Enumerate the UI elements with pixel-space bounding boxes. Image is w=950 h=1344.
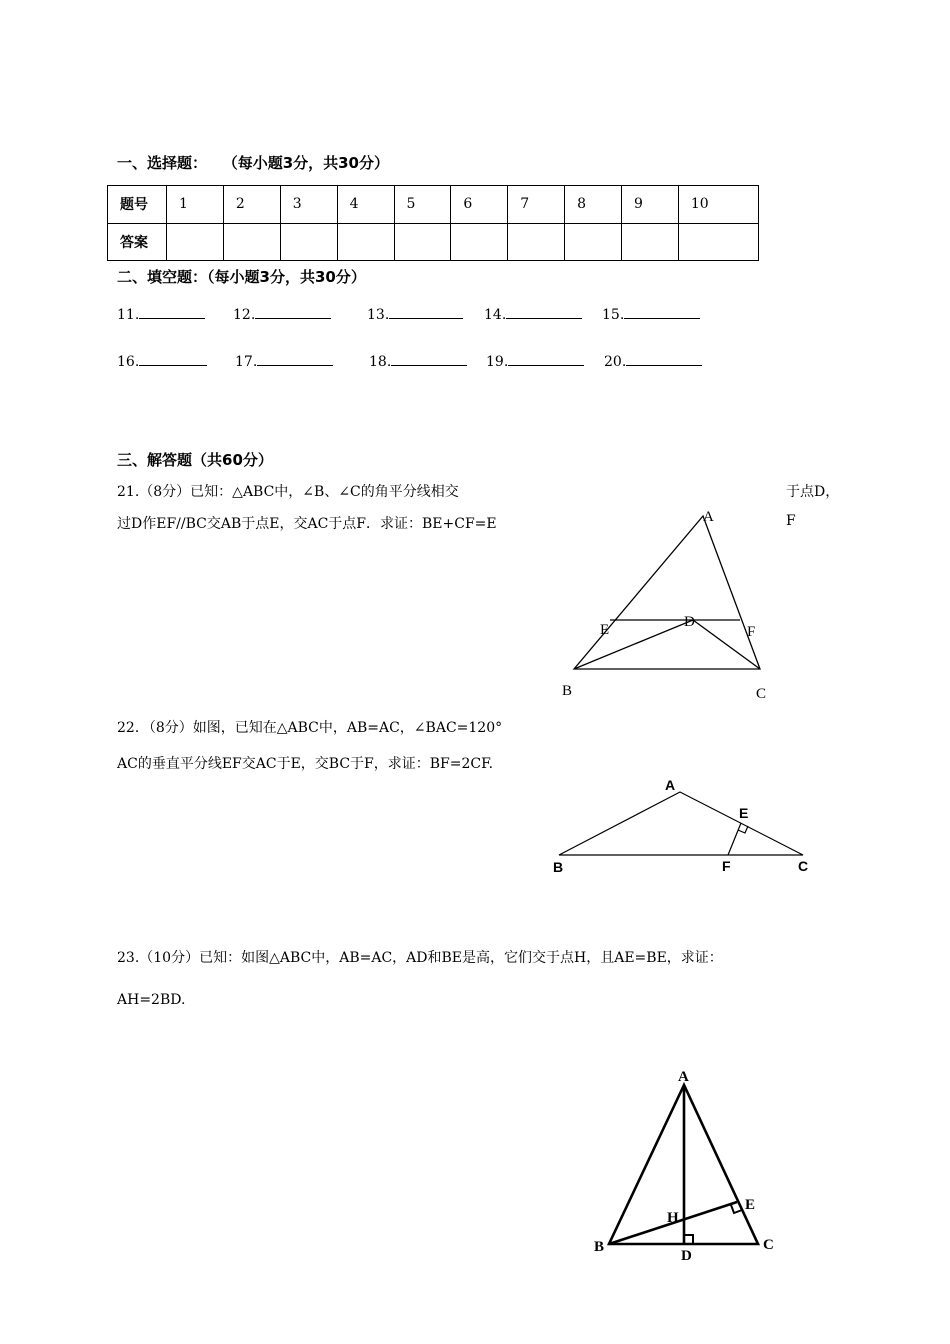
answer-table bbox=[107, 185, 759, 261]
row-header: 题号 bbox=[108, 186, 167, 224]
question-number: 1 bbox=[167, 186, 224, 224]
question-number: 7 bbox=[508, 186, 565, 224]
section3-title: 三、解答题（共60分） bbox=[117, 451, 273, 469]
table-row bbox=[108, 186, 759, 224]
answer-cell[interactable] bbox=[678, 223, 758, 261]
fill-blank-11[interactable]: 11. bbox=[117, 304, 205, 323]
question-number: 9 bbox=[622, 186, 679, 224]
q21-text-line2-end: F bbox=[786, 513, 796, 529]
fill-blank-14[interactable]: 14. bbox=[484, 304, 582, 323]
label-d: D bbox=[684, 614, 695, 630]
label-e: E bbox=[745, 1197, 756, 1213]
answer-cell[interactable] bbox=[394, 223, 451, 261]
section1-title: 一、选择题： （每小题3分，共30分） bbox=[117, 154, 389, 172]
fill-blank-17[interactable]: 17. bbox=[235, 351, 333, 370]
fill-blank-20[interactable]: 20. bbox=[604, 351, 702, 370]
q23-text-line1: 23.（10分）已知：如图△ABC中，AB=AC，AD和BE是高，它们交于点H，且AE=BE，求证： bbox=[117, 950, 723, 966]
label-e: E bbox=[600, 622, 610, 638]
label-a: A bbox=[678, 1069, 689, 1085]
q23-text-line2: AH=2BD. bbox=[117, 992, 186, 1008]
label-c: C bbox=[763, 1237, 774, 1253]
label-a: A bbox=[665, 777, 676, 793]
answer-cell[interactable] bbox=[508, 223, 565, 261]
answer-header: 答案 bbox=[108, 223, 167, 261]
section1-scoring: （每小题3分，共30分） bbox=[222, 154, 389, 172]
answer-cell[interactable] bbox=[451, 223, 508, 261]
q22-text-line1: 22．（8分）如图，已知在△ABC中，AB=AC，∠BAC=120° bbox=[117, 720, 503, 736]
right-angle-mark-d bbox=[684, 1235, 693, 1244]
label-b: B bbox=[553, 859, 564, 875]
fill-blank-18[interactable]: 18. bbox=[369, 351, 467, 370]
label-b: B bbox=[594, 1239, 605, 1255]
label-f: F bbox=[722, 858, 731, 874]
q23-figure bbox=[585, 1060, 785, 1270]
answer-cell[interactable] bbox=[565, 223, 622, 261]
question-number: 4 bbox=[337, 186, 394, 224]
answer-cell[interactable] bbox=[167, 223, 224, 261]
answer-cell[interactable] bbox=[280, 223, 337, 261]
fill-blank-16[interactable]: 16. bbox=[117, 351, 207, 370]
table-row bbox=[108, 223, 759, 261]
q21-figure bbox=[560, 500, 780, 705]
q22-figure bbox=[545, 772, 815, 882]
label-h: H bbox=[667, 1210, 679, 1226]
question-number: 2 bbox=[223, 186, 280, 224]
fill-blank-12[interactable]: 12. bbox=[233, 304, 331, 323]
label-c: C bbox=[756, 686, 767, 702]
fill-blank-19[interactable]: 19. bbox=[486, 351, 584, 370]
answer-cell[interactable] bbox=[223, 223, 280, 261]
triangle-abc bbox=[559, 792, 803, 855]
question-number: 6 bbox=[451, 186, 508, 224]
label-d: D bbox=[681, 1248, 692, 1264]
label-a: A bbox=[703, 509, 714, 525]
answer-cell[interactable] bbox=[337, 223, 394, 261]
label-c: C bbox=[798, 858, 809, 874]
question-number: 10 bbox=[678, 186, 758, 224]
answer-cell[interactable] bbox=[622, 223, 679, 261]
triangle-abc bbox=[574, 516, 760, 669]
q21-text-line2: 过D作EF//BC交AB于点E，交AC于点F．求证：BE+CF=E bbox=[117, 516, 497, 532]
fill-blank-13[interactable]: 13. bbox=[367, 304, 463, 323]
segment-ef bbox=[728, 823, 741, 855]
label-b: B bbox=[562, 683, 573, 699]
label-f: F bbox=[747, 624, 756, 640]
segment-bd bbox=[574, 620, 693, 669]
section2-title: 二、填空题：（每小题3分，共30分） bbox=[117, 268, 366, 286]
question-number: 5 bbox=[394, 186, 451, 224]
question-number: 8 bbox=[565, 186, 622, 224]
q22-text-line2: AC的垂直平分线EF交AC于E，交BC于F，求证：BF=2CF. bbox=[117, 756, 494, 772]
q21-text-line1: 21.（8分）已知：△ABC中，∠B、∠C的角平分线相交 bbox=[117, 484, 459, 500]
q21-text-line1-end: 于点D， bbox=[786, 484, 840, 500]
question-number: 3 bbox=[280, 186, 337, 224]
label-e: E bbox=[739, 805, 749, 821]
fill-blank-15[interactable]: 15. bbox=[602, 304, 700, 323]
